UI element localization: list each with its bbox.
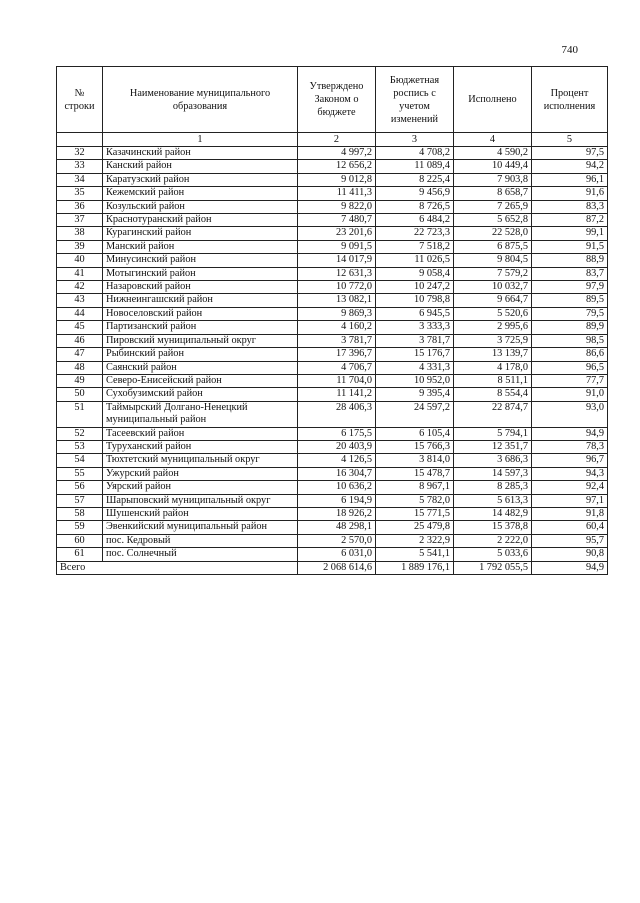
row-number: 45	[57, 321, 103, 334]
percent-value: 83,3	[532, 200, 608, 213]
revised-value: 6 105,4	[376, 427, 454, 440]
revised-value: 9 058,4	[376, 267, 454, 280]
row-number: 58	[57, 507, 103, 520]
row-number: 47	[57, 348, 103, 361]
revised-value: 25 479,8	[376, 521, 454, 534]
revised-value: 9 456,9	[376, 187, 454, 200]
executed-value: 4 590,2	[454, 147, 532, 160]
row-number: 35	[57, 187, 103, 200]
percent-value: 77,7	[532, 374, 608, 387]
approved-value: 4 160,2	[298, 321, 376, 334]
municipality-name: Саянский район	[103, 361, 298, 374]
approved-value: 12 631,3	[298, 267, 376, 280]
revised-value: 8 225,4	[376, 173, 454, 186]
table-row	[57, 173, 608, 186]
table-row	[57, 240, 608, 253]
municipality-name: Козульский район	[103, 200, 298, 213]
municipality-name: Каратузский район	[103, 173, 298, 186]
revised-value: 5 782,0	[376, 494, 454, 507]
percent-value: 87,2	[532, 214, 608, 227]
approved-value: 11 704,0	[298, 374, 376, 387]
percent-value: 60,4	[532, 521, 608, 534]
column-number: 2	[298, 133, 376, 147]
table-row	[57, 187, 608, 200]
municipality-name: Манский район	[103, 240, 298, 253]
executed-value: 6 875,5	[454, 240, 532, 253]
approved-value: 2 570,0	[298, 534, 376, 547]
percent-value: 96,5	[532, 361, 608, 374]
row-number: 48	[57, 361, 103, 374]
executed-value: 5 652,8	[454, 214, 532, 227]
percent-value: 79,5	[532, 307, 608, 320]
municipality-name: Сухобузимский район	[103, 388, 298, 401]
revised-value: 10 798,8	[376, 294, 454, 307]
table-row	[57, 427, 608, 440]
percent-value: 91,6	[532, 187, 608, 200]
percent-value: 97,9	[532, 281, 608, 294]
row-number: 37	[57, 214, 103, 227]
table-row	[57, 521, 608, 534]
approved-value: 14 017,9	[298, 254, 376, 267]
revised-value: 3 333,3	[376, 321, 454, 334]
revised-value: 24 597,2	[376, 401, 454, 427]
header-approved: Утверждено Законом о бюджете	[298, 67, 376, 133]
revised-value: 2 322,9	[376, 534, 454, 547]
approved-value: 28 406,3	[298, 401, 376, 427]
executed-value: 3 686,3	[454, 454, 532, 467]
approved-value: 11 411,3	[298, 187, 376, 200]
row-number: 44	[57, 307, 103, 320]
municipality-name: пос. Кедровый	[103, 534, 298, 547]
table-row	[57, 334, 608, 347]
executed-value: 7 265,9	[454, 200, 532, 213]
row-number: 36	[57, 200, 103, 213]
header-municipality-name: Наименование муниципального образования	[103, 67, 298, 133]
revised-value: 15 478,7	[376, 467, 454, 480]
municipality-name: Уярский район	[103, 481, 298, 494]
municipality-name: Канский район	[103, 160, 298, 173]
revised-value: 15 176,7	[376, 348, 454, 361]
municipality-name: Шарыповский муниципальный округ	[103, 494, 298, 507]
percent-value: 94,3	[532, 467, 608, 480]
revised-value: 8 726,5	[376, 200, 454, 213]
executed-value: 10 449,4	[454, 160, 532, 173]
table-row	[57, 454, 608, 467]
executed-value: 2 995,6	[454, 321, 532, 334]
approved-value: 16 304,7	[298, 467, 376, 480]
percent-value: 99,1	[532, 227, 608, 240]
percent-value: 97,5	[532, 147, 608, 160]
executed-value: 9 664,7	[454, 294, 532, 307]
table-row	[57, 548, 608, 561]
table-row	[57, 440, 608, 453]
table-row	[57, 534, 608, 547]
executed-value: 2 222,0	[454, 534, 532, 547]
percent-value: 93,0	[532, 401, 608, 427]
table-body	[57, 147, 608, 562]
row-number: 43	[57, 294, 103, 307]
total-approved: 2 068 614,6	[298, 561, 376, 574]
executed-value: 5 794,1	[454, 427, 532, 440]
executed-value: 9 804,5	[454, 254, 532, 267]
approved-value: 7 480,7	[298, 214, 376, 227]
table-row	[57, 200, 608, 213]
executed-value: 14 597,3	[454, 467, 532, 480]
revised-value: 3 814,0	[376, 454, 454, 467]
approved-value: 17 396,7	[298, 348, 376, 361]
municipality-name: Тюхтетский муниципальный округ	[103, 454, 298, 467]
revised-value: 3 781,7	[376, 334, 454, 347]
approved-value: 13 082,1	[298, 294, 376, 307]
executed-value: 8 554,4	[454, 388, 532, 401]
table-row	[57, 348, 608, 361]
table-row	[57, 374, 608, 387]
row-number: 40	[57, 254, 103, 267]
revised-value: 4 708,2	[376, 147, 454, 160]
table-row	[57, 361, 608, 374]
table-row	[57, 494, 608, 507]
row-number: 56	[57, 481, 103, 494]
municipality-name: Партизанский район	[103, 321, 298, 334]
municipality-name: Пировский муниципальный округ	[103, 334, 298, 347]
municipality-name: Мотыгинский район	[103, 267, 298, 280]
executed-value: 8 511,1	[454, 374, 532, 387]
executed-value: 7 579,2	[454, 267, 532, 280]
table-header-row	[57, 67, 608, 133]
municipality-name: Казачинский район	[103, 147, 298, 160]
header-row-number: № строки	[57, 67, 103, 133]
total-label: Всего	[57, 561, 298, 574]
approved-value: 6 175,5	[298, 427, 376, 440]
percent-value: 90,8	[532, 548, 608, 561]
executed-value: 22 528,0	[454, 227, 532, 240]
table-row	[57, 281, 608, 294]
percent-value: 89,5	[532, 294, 608, 307]
executed-value: 5 520,6	[454, 307, 532, 320]
executed-value: 14 482,9	[454, 507, 532, 520]
municipality-name: Курагинский район	[103, 227, 298, 240]
table-row	[57, 388, 608, 401]
approved-value: 9 869,3	[298, 307, 376, 320]
revised-value: 4 331,3	[376, 361, 454, 374]
header-revised: Бюджетная роспись с учетом изменений	[376, 67, 454, 133]
revised-value: 10 247,2	[376, 281, 454, 294]
approved-value: 18 926,2	[298, 507, 376, 520]
column-number: 1	[103, 133, 298, 147]
percent-value: 89,9	[532, 321, 608, 334]
table-row	[57, 147, 608, 160]
percent-value: 78,3	[532, 440, 608, 453]
municipality-name: Шушенский район	[103, 507, 298, 520]
table-row	[57, 307, 608, 320]
approved-value: 6 194,9	[298, 494, 376, 507]
municipality-name: Таймырский Долгано-Ненецкий муниципальный район	[103, 401, 298, 427]
revised-value: 9 395,4	[376, 388, 454, 401]
table-row	[57, 321, 608, 334]
row-number: 60	[57, 534, 103, 547]
row-number: 42	[57, 281, 103, 294]
percent-value: 95,7	[532, 534, 608, 547]
row-number: 32	[57, 147, 103, 160]
row-number: 50	[57, 388, 103, 401]
executed-value: 8 658,7	[454, 187, 532, 200]
executed-value: 12 351,7	[454, 440, 532, 453]
municipality-name: Ужурский район	[103, 467, 298, 480]
column-number-blank	[57, 133, 103, 147]
percent-value: 94,2	[532, 160, 608, 173]
table-row	[57, 267, 608, 280]
row-number: 61	[57, 548, 103, 561]
row-number: 33	[57, 160, 103, 173]
table-row	[57, 214, 608, 227]
percent-value: 96,1	[532, 173, 608, 186]
header-percent: Процент исполнения	[532, 67, 608, 133]
total-row	[57, 561, 608, 574]
table-row	[57, 294, 608, 307]
executed-value: 5 033,6	[454, 548, 532, 561]
header-executed: Исполнено	[454, 67, 532, 133]
table-row	[57, 467, 608, 480]
percent-value: 86,6	[532, 348, 608, 361]
row-number: 41	[57, 267, 103, 280]
row-number: 53	[57, 440, 103, 453]
row-number: 38	[57, 227, 103, 240]
revised-value: 10 952,0	[376, 374, 454, 387]
revised-value: 5 541,1	[376, 548, 454, 561]
municipality-name: Минусинский район	[103, 254, 298, 267]
table-row	[57, 160, 608, 173]
row-number: 34	[57, 173, 103, 186]
municipality-name: Назаровский район	[103, 281, 298, 294]
executed-value: 13 139,7	[454, 348, 532, 361]
revised-value: 8 967,1	[376, 481, 454, 494]
table-row	[57, 254, 608, 267]
approved-value: 12 656,2	[298, 160, 376, 173]
percent-value: 97,1	[532, 494, 608, 507]
column-number-row	[57, 133, 608, 147]
municipality-name: Эвенкийский муниципальный район	[103, 521, 298, 534]
percent-value: 98,5	[532, 334, 608, 347]
approved-value: 4 706,7	[298, 361, 376, 374]
municipality-name: Кежемский район	[103, 187, 298, 200]
executed-value: 8 285,3	[454, 481, 532, 494]
total-revised: 1 889 176,1	[376, 561, 454, 574]
approved-value: 20 403,9	[298, 440, 376, 453]
table-row	[57, 401, 608, 427]
approved-value: 4 126,5	[298, 454, 376, 467]
percent-value: 94,9	[532, 427, 608, 440]
percent-value: 92,4	[532, 481, 608, 494]
executed-value: 5 613,3	[454, 494, 532, 507]
percent-value: 96,7	[532, 454, 608, 467]
municipality-name: Нижнеингашский район	[103, 294, 298, 307]
municipality-name: Северо-Енисейский район	[103, 374, 298, 387]
revised-value: 15 771,5	[376, 507, 454, 520]
percent-value: 91,8	[532, 507, 608, 520]
approved-value: 23 201,6	[298, 227, 376, 240]
total-executed: 1 792 055,5	[454, 561, 532, 574]
municipality-name: Рыбинский район	[103, 348, 298, 361]
column-number: 4	[454, 133, 532, 147]
approved-value: 9 012,8	[298, 173, 376, 186]
column-number: 5	[532, 133, 608, 147]
total-percent: 94,9	[532, 561, 608, 574]
executed-value: 4 178,0	[454, 361, 532, 374]
revised-value: 7 518,2	[376, 240, 454, 253]
executed-value: 15 378,8	[454, 521, 532, 534]
column-number: 3	[376, 133, 454, 147]
revised-value: 15 766,3	[376, 440, 454, 453]
percent-value: 91,0	[532, 388, 608, 401]
approved-value: 11 141,2	[298, 388, 376, 401]
budget-execution-table	[56, 66, 608, 575]
approved-value: 3 781,7	[298, 334, 376, 347]
municipality-name: Новоселовский район	[103, 307, 298, 320]
revised-value: 6 945,5	[376, 307, 454, 320]
revised-value: 6 484,2	[376, 214, 454, 227]
row-number: 57	[57, 494, 103, 507]
table-row	[57, 227, 608, 240]
page-number: 740	[561, 44, 578, 56]
percent-value: 83,7	[532, 267, 608, 280]
row-number: 39	[57, 240, 103, 253]
percent-value: 91,5	[532, 240, 608, 253]
row-number: 55	[57, 467, 103, 480]
executed-value: 10 032,7	[454, 281, 532, 294]
row-number: 52	[57, 427, 103, 440]
row-number: 49	[57, 374, 103, 387]
approved-value: 10 772,0	[298, 281, 376, 294]
executed-value: 7 903,8	[454, 173, 532, 186]
table-row	[57, 481, 608, 494]
percent-value: 88,9	[532, 254, 608, 267]
municipality-name: пос. Солнечный	[103, 548, 298, 561]
executed-value: 3 725,9	[454, 334, 532, 347]
approved-value: 4 997,2	[298, 147, 376, 160]
approved-value: 10 636,2	[298, 481, 376, 494]
municipality-name: Тасеевский район	[103, 427, 298, 440]
approved-value: 48 298,1	[298, 521, 376, 534]
municipality-name: Туруханский район	[103, 440, 298, 453]
municipality-name: Краснотуранский район	[103, 214, 298, 227]
row-number: 51	[57, 401, 103, 427]
approved-value: 6 031,0	[298, 548, 376, 561]
row-number: 59	[57, 521, 103, 534]
table-row	[57, 507, 608, 520]
approved-value: 9 091,5	[298, 240, 376, 253]
row-number: 46	[57, 334, 103, 347]
row-number: 54	[57, 454, 103, 467]
revised-value: 11 089,4	[376, 160, 454, 173]
revised-value: 22 723,3	[376, 227, 454, 240]
revised-value: 11 026,5	[376, 254, 454, 267]
approved-value: 9 822,0	[298, 200, 376, 213]
executed-value: 22 874,7	[454, 401, 532, 427]
